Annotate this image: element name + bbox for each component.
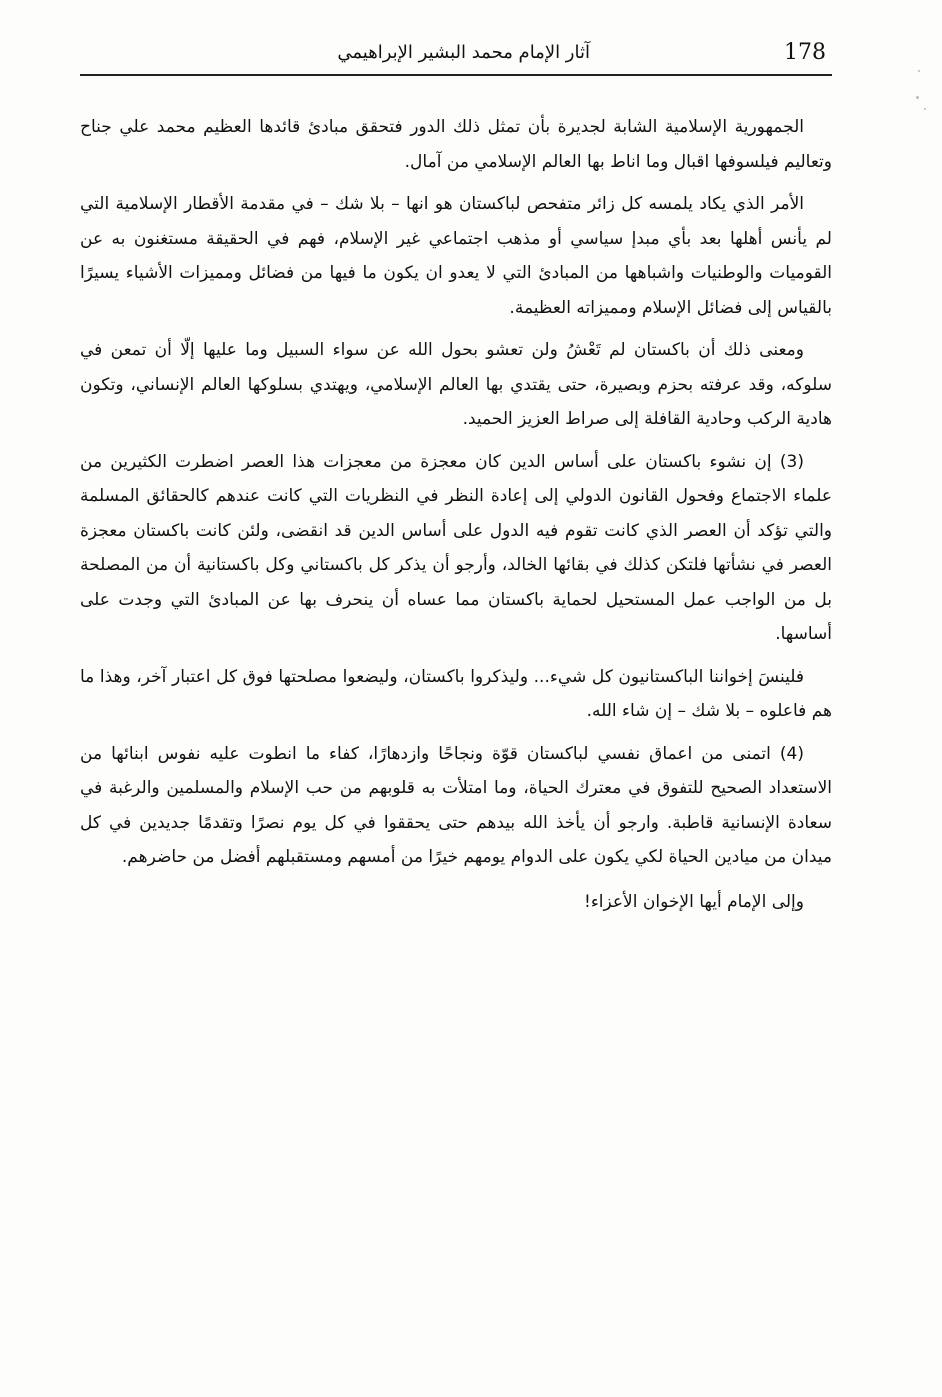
- paragraph: فلينسَ إخواننا الباكستانيون كل شيء... وليذكروا باكستان، وليضعوا مصلحتها فوق كل اعتبار آخر، وهذا ما هم فاعلوه – بلا شك – إن شاء الله.: [80, 666, 832, 721]
- paragraph: (3) إن نشوء باكستان على أساس الدين كان معجزة من معجزات هذا العصر اضطرت الكثيرين من علماء الاجتماع وفحول القانون الدولي إلى إعادة النظر في النظريات التي كانت عندهم كالحقائق المسلمة والتي تؤكد أن العصر الذي كانت تقوم فيه الدول على أساس الدين قد انقضى، ولئن كانت باكستان معجزة العصر في نشأتها فلتكن كذلك في بقائها الخالد، وأرجو أن يذكر كل باكستاني وكل باكستانية أن من المصلحة بل من الواجب عمل المستحيل لحماية باكستان مما عساه أن ينحرف بها عن المبادئ التي وجدت على أساسها.: [80, 451, 832, 644]
- body-text: [80, 110, 832, 927]
- scan-speck: [918, 70, 920, 72]
- paragraph: ومعنى ذلك أن باكستان لم تَعْشُ ولن تعشو بحول الله عن سواء السبيل وما عليها إلّا أن تمعن في سلوكه، وقد عرفته بحزم وبصيرة، حتى يقتدي بها العالم الإسلامي، ويهتدي بسلوكها العالم الإنساني، وتكون هادية الركب وحادية القافلة إلى صراط العزيز الحميد.: [80, 340, 832, 429]
- paragraph: (4) اتمنى من اعماق نفسي لباكستان قوّة ونجاحًا وازدهارًا، كفاء ما انطوت عليه نفوس ابنائها من الاستعداد الصحيح للتفوق في معترك الحياة، وما امتلأت به قلوبهم من حب الإسلام والمسلمين والرغبة في سعادة الإنسانية قاطبة. وارجو أن يأخذ الله بيدهم حتى يحققوا في كل يوم نصرًا وتقدمًا جديدين في كل ميدان من ميادين الحياة لكي يكون على الدوام يومهم خيرًا من أمسهم ومستقبلهم أفضل من حاضرهم.: [80, 743, 832, 867]
- closing-line: وإلى الإمام أيها الإخوان الأعزاء!: [584, 891, 804, 912]
- paragraph: الأمر الذي يكاد يلمسه كل زائر متفحص لباكستان هو انها – بلا شك – في مقدمة الأقطار الإسلامية التي لم يأنس أهلها بعد بأي مبدإ سياسي أو مذهب اجتماعي غير الإسلام، فهم في الحقيقة مستغنون به عن القوميات والوطنيات واشباهها من المبادئ التي لا يعدو ان يكون ما فيها من فضائل ومميزات الأشياء يسيرًا بالقياس إلى فضائل الإسلام ومميزاته العظيمة.: [80, 194, 832, 318]
- page-number: 178: [784, 40, 826, 65]
- scan-speck: [916, 96, 919, 99]
- paragraph: الجمهورية الإسلامية الشابة لجديرة بأن تمثل ذلك الدور فتحقق مبادئ قائدها العظيم محمد علي جناح وتعاليم فيلسوفها اقبال وما اناط بها العالم الإسلامي من آمال.: [80, 117, 832, 172]
- page-header: [80, 40, 830, 74]
- scan-speck: [924, 108, 926, 110]
- running-title: آثار الإمام محمد البشير الإبراهيمي: [337, 42, 590, 63]
- header-divider: [80, 74, 832, 76]
